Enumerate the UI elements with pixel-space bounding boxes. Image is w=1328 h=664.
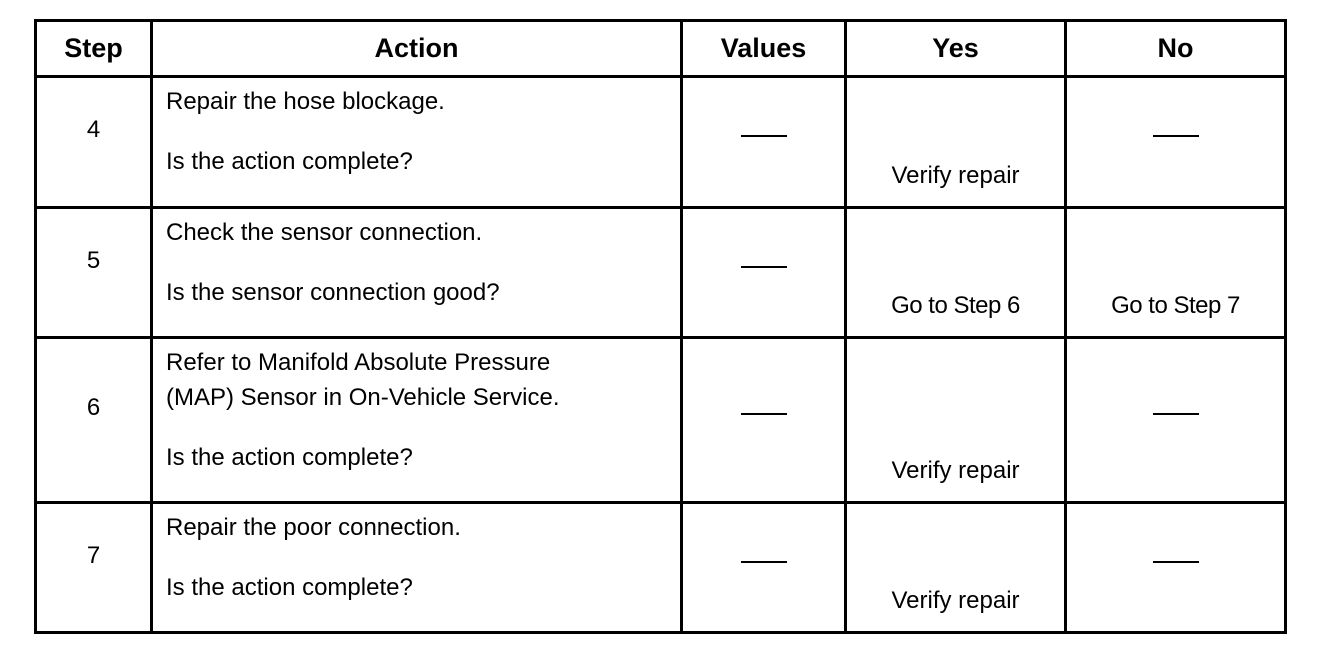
action-instruction: Repair the hose blockage. — [166, 88, 445, 115]
no-cell — [1066, 503, 1286, 633]
values-cell — [682, 77, 846, 208]
action-cell — [152, 503, 682, 633]
action-cell — [152, 208, 682, 338]
step-cell — [36, 503, 152, 633]
action-question: Is the sensor connection good? — [166, 279, 500, 306]
header-action: Action — [152, 21, 682, 77]
action-instruction-continued: (MAP) Sensor in On-Vehicle Service. — [166, 384, 560, 411]
yes-cell — [846, 503, 1066, 633]
empty-dash — [741, 135, 787, 137]
action-instruction: Check the sensor connection. — [166, 219, 483, 246]
yes-cell — [846, 338, 1066, 503]
yes-result: Go to Step 6 — [891, 292, 1020, 319]
no-cell — [1066, 77, 1286, 208]
header-no: No — [1066, 21, 1286, 77]
empty-dash — [741, 413, 787, 415]
action-instruction: Repair the poor connection. — [166, 514, 461, 541]
action-cell — [152, 338, 682, 503]
empty-dash — [1153, 561, 1199, 563]
empty-dash — [1153, 135, 1199, 137]
no-cell — [1066, 208, 1286, 338]
no-result: Go to Step 7 — [1111, 292, 1240, 319]
action-cell — [152, 77, 682, 208]
empty-dash — [741, 266, 787, 268]
action-question: Is the action complete? — [166, 148, 413, 175]
table-row — [36, 338, 1286, 503]
yes-result: Verify repair — [891, 587, 1020, 614]
step-number: 6 — [86, 394, 101, 421]
step-cell — [36, 338, 152, 503]
header-row — [36, 21, 1286, 77]
no-cell — [1066, 338, 1286, 503]
step-number: 5 — [86, 247, 101, 274]
step-cell — [36, 77, 152, 208]
yes-result: Verify repair — [891, 457, 1020, 484]
table-row — [36, 503, 1286, 633]
values-cell — [682, 208, 846, 338]
header-values: Values — [682, 21, 846, 77]
table-row — [36, 208, 1286, 338]
yes-result: Verify repair — [891, 162, 1020, 189]
empty-dash — [1153, 413, 1199, 415]
action-question: Is the action complete? — [166, 574, 413, 601]
action-question: Is the action complete? — [166, 444, 413, 471]
header-step: Step — [36, 21, 152, 77]
table-row — [36, 77, 1286, 208]
yes-cell — [846, 77, 1066, 208]
yes-cell — [846, 208, 1066, 338]
diagnostic-table — [34, 19, 1287, 634]
values-cell — [682, 338, 846, 503]
values-cell — [682, 503, 846, 633]
header-yes: Yes — [846, 21, 1066, 77]
empty-dash — [741, 561, 787, 563]
step-number: 7 — [86, 542, 101, 569]
action-instruction: Refer to Manifold Absolute Pressure — [166, 349, 551, 376]
step-cell — [36, 208, 152, 338]
step-number: 4 — [86, 116, 101, 143]
